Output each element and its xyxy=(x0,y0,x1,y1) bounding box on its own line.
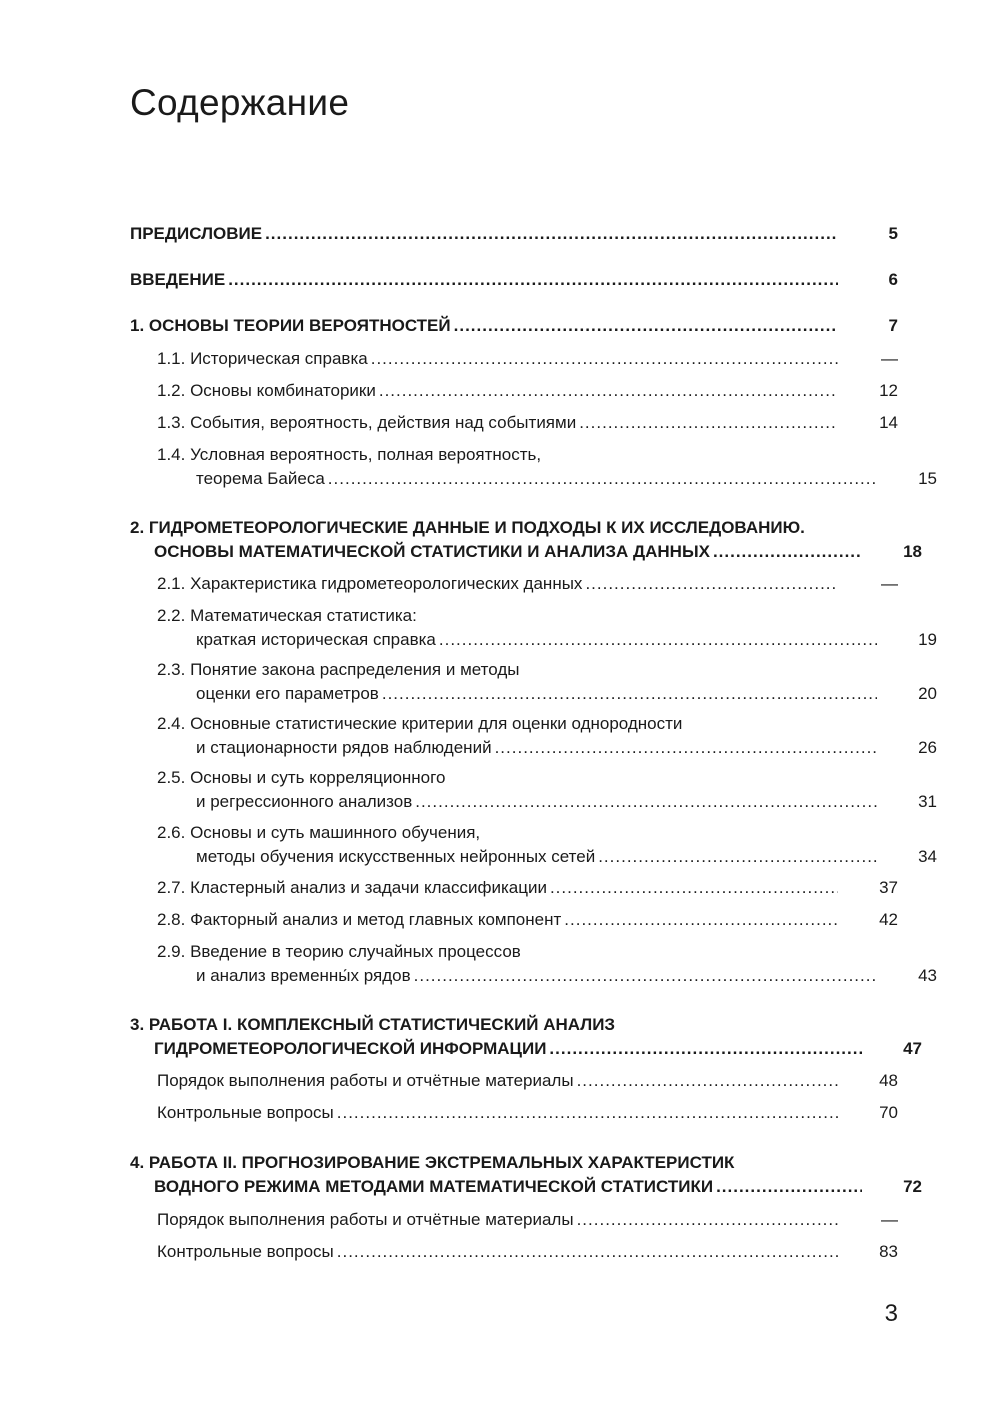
toc-entry-label: 2.7. Кластерный анализ и задачи классификации xyxy=(157,878,547,897)
toc-page-number: 26 xyxy=(918,738,937,757)
toc-entry-label-line1: 1.4. Условная вероятность, полная вероятность, xyxy=(157,445,542,464)
leader-dots xyxy=(265,222,838,246)
leader-dots xyxy=(549,1037,862,1061)
toc-entry-label-line2: и регрессионного анализов xyxy=(196,792,413,811)
page-title: Содержание xyxy=(130,82,350,123)
toc-entry-label: 1.1. Историческая справка xyxy=(157,349,368,368)
toc-chapter-1[interactable] xyxy=(130,314,898,338)
leader-dots xyxy=(439,628,877,652)
toc-entry-label-line2: теорема Байеса xyxy=(196,469,325,488)
toc-page-number: 43 xyxy=(918,966,937,985)
leader-dots xyxy=(577,1069,838,1093)
toc-entry-label: ВВЕДЕНИЕ xyxy=(130,270,226,289)
leader-dots xyxy=(382,682,877,706)
toc-entry-label-line2: ОСНОВЫ МАТЕМАТИЧЕСКОЙ СТАТИСТИКИ И АНАЛИЗА ДАННЫХ xyxy=(154,542,710,561)
toc-entry-label-line2: краткая историческая справка xyxy=(196,630,436,649)
leader-dots xyxy=(550,876,838,900)
leader-dots xyxy=(379,379,838,403)
toc-section-1-3[interactable] xyxy=(157,411,925,435)
toc-entry-label: 2.1. Характеристика гидрометеорологических данных xyxy=(157,574,583,593)
leader-dots xyxy=(495,736,877,760)
toc-item-3-procedure[interactable] xyxy=(157,1069,925,1093)
toc-page-number: 6 xyxy=(888,270,898,289)
toc-section-2-1[interactable] xyxy=(157,572,925,596)
toc-item-3-questions[interactable] xyxy=(157,1101,925,1125)
toc-entry-label-line2: методы обучения искусственных нейронных сетей xyxy=(196,847,596,866)
toc-page-number: 5 xyxy=(888,224,898,243)
toc-page-number: 19 xyxy=(918,630,937,649)
toc-page-number: 18 xyxy=(903,542,922,561)
toc-page-number: 31 xyxy=(918,792,937,811)
toc-entry-label: 2.8. Факторный анализ и метод главных компонент xyxy=(157,910,562,929)
toc-page-number: 70 xyxy=(879,1103,898,1122)
toc-entry-label-line1: 2.6. Основы и суть машинного обучения, xyxy=(157,823,481,842)
toc-entry-label: Порядок выполнения работы и отчётные материалы xyxy=(157,1210,574,1229)
toc-section-1-1[interactable] xyxy=(157,347,925,371)
toc-entry-label: 1. ОСНОВЫ ТЕОРИИ ВЕРОЯТНОСТЕЙ xyxy=(130,316,451,335)
leader-dots xyxy=(414,964,877,988)
leader-dots xyxy=(598,845,877,869)
toc-entry-label: ПРЕДИСЛОВИЕ xyxy=(130,224,263,243)
toc-chapter-2[interactable] xyxy=(130,516,922,564)
toc-entry-label: Порядок выполнения работы и отчётные материалы xyxy=(157,1071,574,1090)
leader-dots xyxy=(337,1240,838,1264)
toc-chapter-4[interactable] xyxy=(130,1151,922,1199)
toc-entry-introduction[interactable] xyxy=(130,268,898,292)
toc-section-2-2[interactable] xyxy=(157,604,937,652)
leader-dots xyxy=(579,411,838,435)
toc-entry-label-line1: 2.4. Основные статистические критерии для оценки однородности xyxy=(157,714,683,733)
page-number: 3 xyxy=(884,1300,898,1327)
toc-page-number: 48 xyxy=(879,1071,898,1090)
toc-entry-label-line1: 2.5. Основы и суть корреляционного xyxy=(157,768,446,787)
toc-entry-label-line1: 2.9. Введение в теорию случайных процессов xyxy=(157,942,521,961)
leader-dots xyxy=(415,790,877,814)
toc-section-2-7[interactable] xyxy=(157,876,925,900)
toc-section-2-9[interactable] xyxy=(157,940,937,988)
toc-page-number: 34 xyxy=(918,847,937,866)
toc-entry-label-line2: и стационарности рядов наблюдений xyxy=(196,738,492,757)
leader-dots xyxy=(716,1175,862,1199)
leader-dots xyxy=(713,540,862,564)
toc-section-2-5[interactable] xyxy=(157,766,937,814)
toc-entry-label-line2: оценки его параметров xyxy=(196,684,379,703)
leader-dots xyxy=(328,467,877,491)
toc-page-number: 12 xyxy=(879,381,898,400)
toc-section-1-4[interactable] xyxy=(157,443,937,491)
toc-section-2-3[interactable] xyxy=(157,658,937,706)
toc-entry-label: 1.3. События, вероятность, действия над событиями xyxy=(157,413,577,432)
toc-entry-label-line1: 2.3. Понятие закона распределения и методы xyxy=(157,660,520,679)
toc-entry-label-line2: ВОДНОГО РЕЖИМА МЕТОДАМИ МАТЕМАТИЧЕСКОЙ СТАТИСТИКИ xyxy=(154,1177,714,1196)
toc-entry-label-line1: 4. РАБОТА II. ПРОГНОЗИРОВАНИЕ ЭКСТРЕМАЛЬНЫХ ХАРАКТЕРИСТИК xyxy=(130,1153,735,1172)
toc-chapter-3[interactable] xyxy=(130,1013,922,1061)
toc-section-2-8[interactable] xyxy=(157,908,925,932)
toc-page-number: 42 xyxy=(879,910,898,929)
toc-entry-label-line1: 3. РАБОТА I. КОМПЛЕКСНЫЙ СТАТИСТИЧЕСКИЙ АНАЛИЗ xyxy=(130,1015,616,1034)
leader-dots xyxy=(585,572,838,596)
toc-page-number: 14 xyxy=(879,413,898,432)
toc-entry-label: Контрольные вопросы xyxy=(157,1242,334,1261)
leader-dots xyxy=(228,268,838,292)
toc-page-number: 72 xyxy=(903,1177,922,1196)
toc-entry-label-line2: и анализ временны́х рядов xyxy=(196,966,411,985)
leader-dots xyxy=(564,908,838,932)
toc-section-1-2[interactable] xyxy=(157,379,925,403)
toc-page-number: 7 xyxy=(888,316,898,335)
toc-entry-preface[interactable] xyxy=(130,222,898,246)
toc-page-number: — xyxy=(881,349,898,368)
toc-entry-label: 1.2. Основы комбинаторики xyxy=(157,381,376,400)
leader-dots xyxy=(337,1101,838,1125)
toc-page-number: 47 xyxy=(903,1039,922,1058)
toc-page-number: — xyxy=(881,1210,898,1229)
toc-entry-label: Контрольные вопросы xyxy=(157,1103,334,1122)
toc-page-number: — xyxy=(881,574,898,593)
toc-page-number: 15 xyxy=(918,469,937,488)
toc-page-number: 83 xyxy=(879,1242,898,1261)
toc-page-number: 37 xyxy=(879,878,898,897)
toc-entry-label-line2: ГИДРОМЕТЕОРОЛОГИЧЕСКОЙ ИНФОРМАЦИИ xyxy=(154,1039,547,1058)
toc-item-4-procedure[interactable] xyxy=(157,1208,925,1232)
leader-dots xyxy=(454,314,838,338)
toc-entry-label-line1: 2. ГИДРОМЕТЕОРОЛОГИЧЕСКИЕ ДАННЫЕ И ПОДХОДЫ К ИХ ИССЛЕДОВАНИЮ. xyxy=(130,518,805,537)
toc-item-4-questions[interactable] xyxy=(157,1240,925,1264)
toc-page-number: 20 xyxy=(918,684,937,703)
leader-dots xyxy=(577,1208,838,1232)
toc-section-2-4[interactable] xyxy=(157,712,937,760)
toc-section-2-6[interactable] xyxy=(157,821,937,869)
toc-entry-label-line1: 2.2. Математическая статистика: xyxy=(157,606,417,625)
leader-dots xyxy=(371,347,838,371)
